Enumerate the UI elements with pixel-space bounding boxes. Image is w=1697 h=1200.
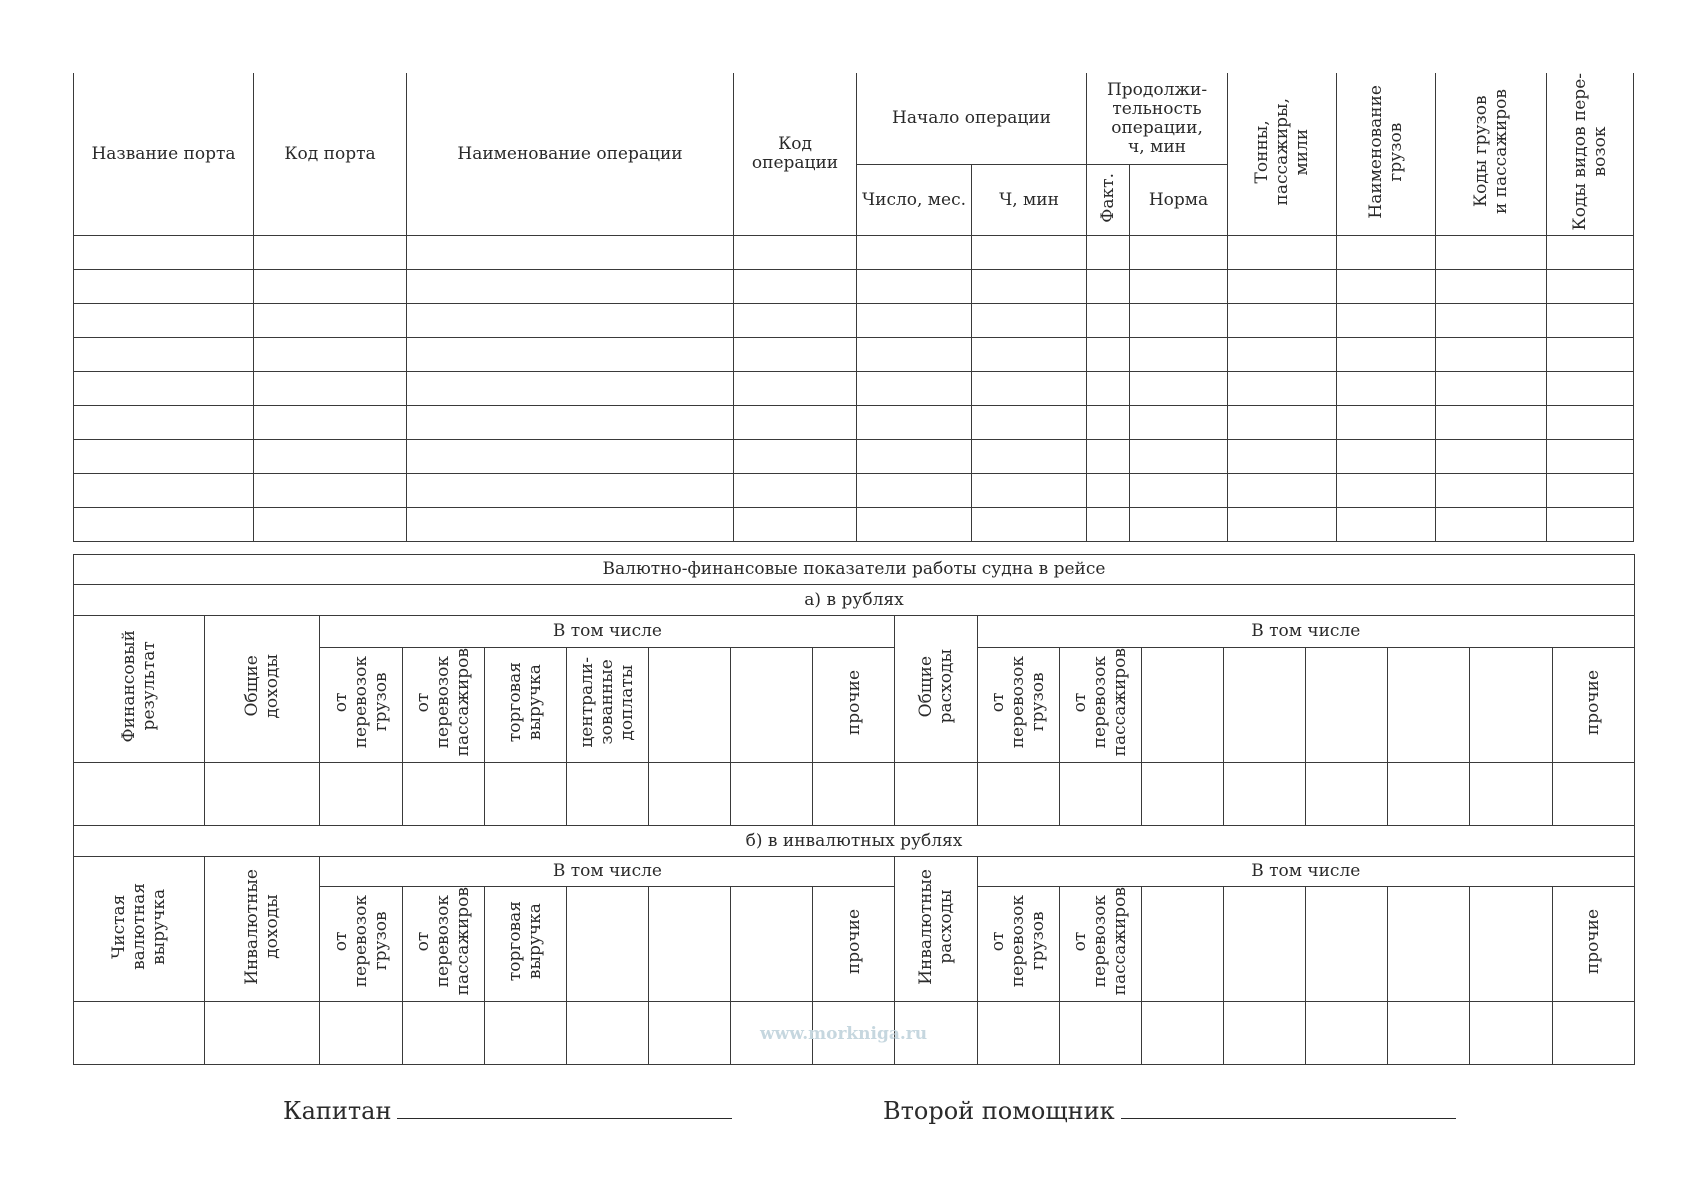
income-col: от перевозок пассажиров — [402, 887, 484, 1002]
header-operation-name: Наименование операции — [407, 73, 734, 236]
table-row — [74, 270, 1634, 304]
expense-col — [1223, 887, 1305, 1002]
income-group-label: В том числе — [320, 616, 895, 648]
table-row — [74, 372, 1634, 406]
header-duration: Продолжи- тельность операции, ч, мин — [1087, 73, 1228, 165]
expense-col — [1306, 648, 1388, 763]
income-col: от перевозок грузов — [320, 887, 402, 1002]
expense-col — [1470, 887, 1552, 1002]
second-mate-signature — [883, 1096, 1456, 1125]
header-net-revenue: Чистая валютная выручка — [74, 857, 205, 1002]
expense-col — [1141, 648, 1223, 763]
captain-signature-line[interactable] — [397, 1096, 732, 1119]
table-row — [74, 440, 1634, 474]
watermark: www.morkniga.ru — [760, 1024, 928, 1044]
section-b-title: б) в инвалютных рублях — [74, 826, 1635, 857]
header-duration-fact: Факт. — [1087, 165, 1130, 236]
income-col — [731, 887, 813, 1002]
income-col: торговая выручка — [484, 648, 566, 763]
header-port-name: Название порта — [74, 73, 254, 236]
expense-col: от перевозок грузов — [977, 648, 1059, 763]
table-row — [74, 406, 1634, 440]
header-transport-codes: Коды видов пере- возок — [1547, 73, 1634, 236]
income-col — [648, 887, 730, 1002]
income-col: централи- зованные доплаты — [566, 648, 648, 763]
expense-col — [1306, 887, 1388, 1002]
header-operation-start: Начало операции — [857, 73, 1087, 165]
captain-signature — [283, 1096, 732, 1125]
table-row — [74, 338, 1634, 372]
operations-table — [73, 73, 1634, 542]
income-col — [648, 648, 730, 763]
table-row — [74, 304, 1634, 338]
expense-col — [1388, 887, 1470, 1002]
table-row — [74, 508, 1634, 542]
header-cargo-codes: Коды грузов и пассажиров — [1436, 73, 1547, 236]
income-group-label: В том числе — [320, 857, 895, 887]
table-row — [74, 236, 1634, 270]
section-a-title: а) в рублях — [74, 585, 1635, 616]
header-financial-result: Финансовый результат — [74, 616, 205, 763]
expense-col: от перевозок пассажиров — [1059, 648, 1141, 763]
expense-col: от перевозок грузов — [977, 887, 1059, 1002]
header-duration-norm: Норма — [1130, 165, 1228, 236]
header-cargo-name: Наименование грузов — [1337, 73, 1436, 236]
income-col: торговая выручка — [484, 887, 566, 1002]
table-row — [74, 763, 1635, 826]
header-currency-expense: Инвалютные расходы — [895, 857, 977, 1002]
expense-col: прочие — [1552, 887, 1634, 1002]
header-port-code: Код порта — [254, 73, 407, 236]
header-total-income: Общие доходы — [205, 616, 320, 763]
expense-col — [1141, 887, 1223, 1002]
header-operation-code: Код операции — [734, 73, 857, 236]
expense-col — [1223, 648, 1305, 763]
header-currency-income: Инвалютные доходы — [205, 857, 320, 1002]
header-start-time: Ч, мин — [972, 165, 1087, 236]
income-col — [566, 887, 648, 1002]
table-row — [74, 474, 1634, 508]
expense-group-label: В том числе — [977, 616, 1634, 648]
income-col: от перевозок пассажиров — [402, 648, 484, 763]
income-col: прочие — [813, 887, 895, 1002]
expense-col — [1470, 648, 1552, 763]
finance-title: Валютно-финансовые показатели работы судна в рейсе — [74, 555, 1635, 585]
expense-col — [1388, 648, 1470, 763]
second-mate-signature-line[interactable] — [1121, 1096, 1456, 1119]
income-col: прочие — [813, 648, 895, 763]
income-col — [731, 648, 813, 763]
header-total-expense: Общие расходы — [895, 616, 977, 763]
expense-group-label: В том числе — [977, 857, 1634, 887]
captain-label: Капитан — [283, 1097, 392, 1125]
income-col: от перевозок грузов — [320, 648, 402, 763]
second-mate-label: Второй помощник — [883, 1097, 1115, 1125]
header-start-date: Число, мес. — [857, 165, 972, 236]
header-tons: Тонны, пассажиры, мили — [1228, 73, 1337, 236]
expense-col: прочие — [1552, 648, 1634, 763]
expense-col: от перевозок пассажиров — [1059, 887, 1141, 1002]
finance-table — [73, 554, 1635, 1065]
